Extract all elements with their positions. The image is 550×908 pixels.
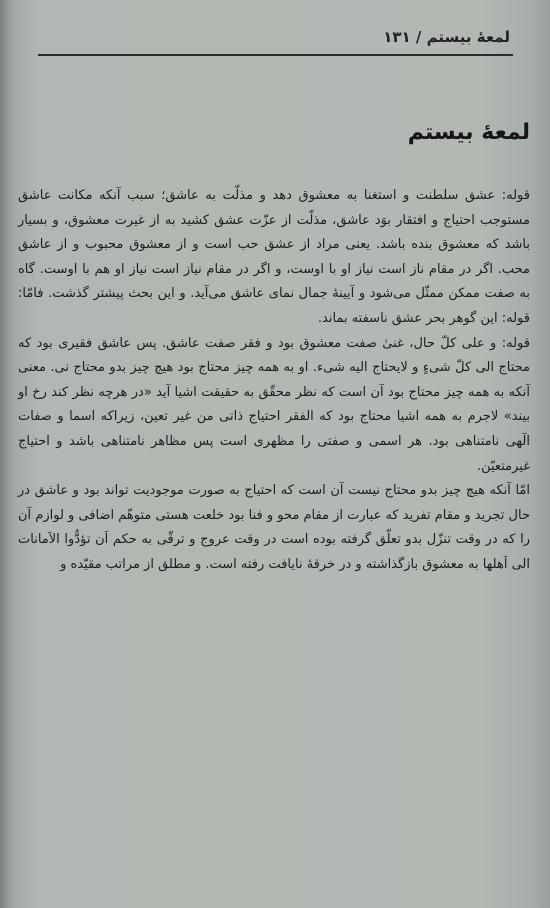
paragraph: قوله: و علی کلّ حال، غنیٰ صفت معشوق بود و فقر صفت عاشق. پس عاشق فقیری بود که محتاج الی کلّ شیءٍ و لایحتاج الیه شیء. او به همه چیز محتاج بود هیچ چیز بدو محتاج نی. معنی آنکه به همه چیز محتاج بود آن است که نظر محقّق به حقیقت اشیا آید «در هرچه نظر کند رخ او بیند» لاجرم به همه اشیا محتاج بود که الفقر احتیاج ذاتی من غیر تعین، زیراکه اسما و صفات الٓهی نامتناهی بود. هر اسمی و صفتی را مظهری است پس مظاهر نامتناهی باشد و احتیاج غیرمتعیّن. xyxy=(18,335,530,474)
header-rule xyxy=(38,54,513,56)
running-head: لمعهٔ بیستم / ۱۳۱ xyxy=(383,28,510,46)
body-text xyxy=(18,184,530,578)
paragraph: قوله: عشق سلطنت و استغنا به معشوق دهد و مذلّت به عاشق؛ سبب آنکه مکانت عاشق مستوجب احتیاج و افتقار بوَد عاشق، مذلّت از عزّت عشق کشید به از غیرت معشوق، و بسیار باشد که معشوق بنده باشد. یعنی مراد از عشق حب است و از معشوق محبوب و از عاشق محب. اگر در مقام ناز است نیاز او با اوست، و اگر در مقام نیاز است نیاز او هم با اوست. گاه به صفت ممکن ممثّل می‌شود و آیینهٔ جمال نمای عاشق می‌آید. و این بحث پیشتر گذشت. فامّا: قوله: این گوهر بحر عشق ناسفته بماند. xyxy=(18,188,530,326)
paragraph: امّا آنکه هیچ چیز بدو محتاج نیست آن است که احتیاج به صورت موجودیت تواند بود و عاشق در حال تجرید و مقام تفرید که عبارت از مقام محو و فنا بود خلعت هستی متوهّم اضافی و لوازم آن را که در وقت تنزّل بدو تعلّق گرفته بوده است در وقت عروج و ترقّی به حکم اَن تؤدُّوا الاَمانات الی اَهلها به معشوق بازگذاشته و در خرقهٔ نایافت رفته است. و مطلق از مراتب مقیّده و xyxy=(18,483,530,572)
chapter-title: لمعهٔ بیستم xyxy=(407,120,530,145)
